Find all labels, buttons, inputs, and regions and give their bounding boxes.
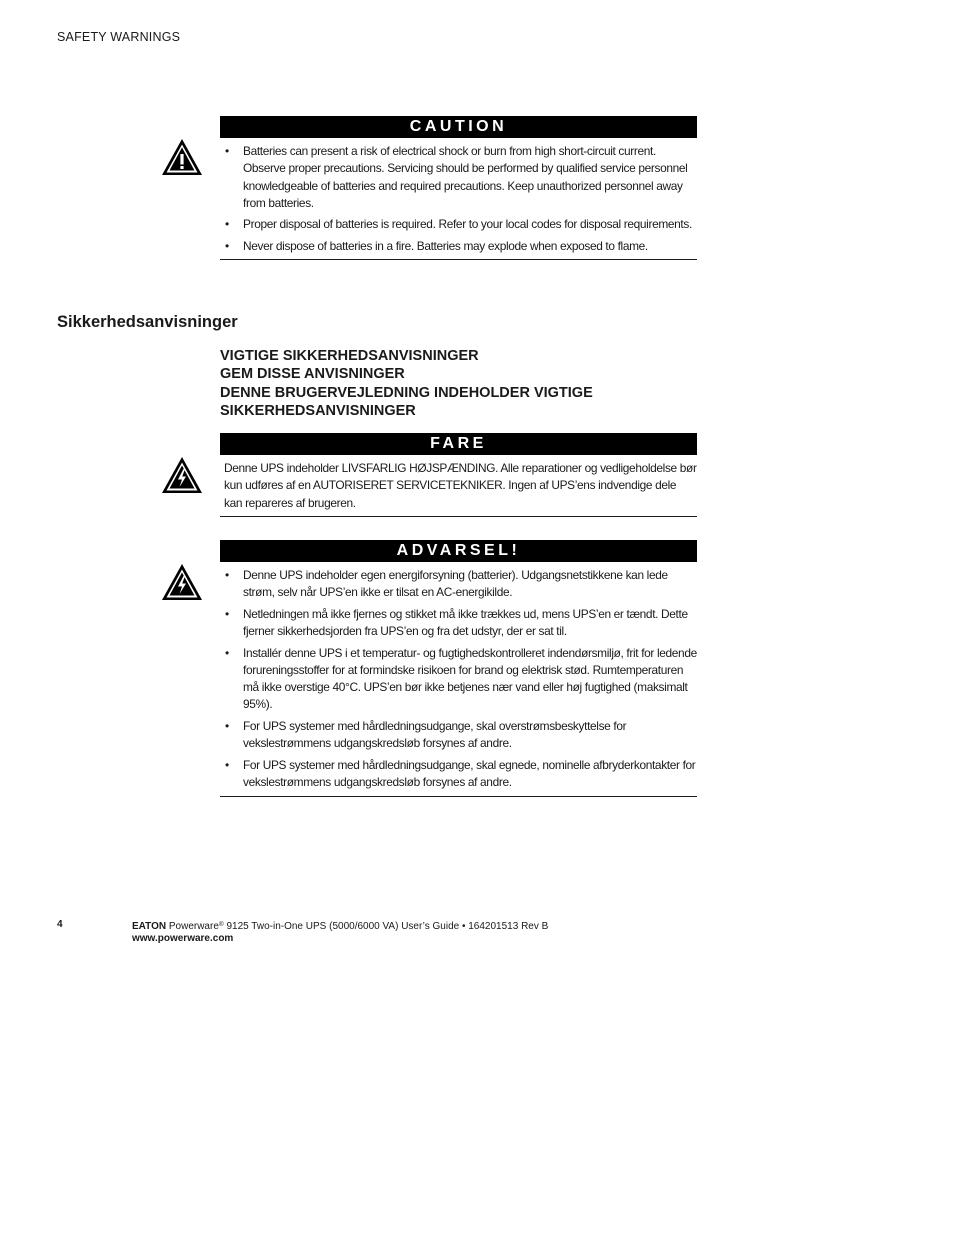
list-item: • For UPS systemer med hårdledningsudgange, skal overstrømsbeskyttelse for vekslestrømmens udgangskredsløb forsynes af andre. — [220, 718, 697, 753]
high-voltage-icon — [160, 455, 204, 495]
advarsel-block — [220, 540, 697, 797]
page-number: 4 — [57, 919, 63, 930]
important-line: DENNE BRUGERVEJLEDNING INDEHOLDER VIGTIGE — [220, 384, 593, 401]
running-head: SAFETY WARNINGS — [57, 30, 181, 44]
registered-mark: ® — [218, 921, 224, 928]
advarsel-banner: ADVARSEL! — [220, 540, 697, 562]
footer — [132, 919, 548, 945]
fare-text: Denne UPS indeholder LIVSFARLIG HØJSPÆNDING. Alle reparationer og vedligeholdelse bør kun udføres af en AUTORISERET SERVICETEKNIKER. Ingen af UPS’ens indvendige dele kan repareres af brugeren. — [220, 455, 697, 517]
important-line: SIKKERHEDSANVISNINGER — [220, 402, 416, 419]
list-item: • Batteries can present a risk of electrical shock or burn from high short-circuit current. Observe proper precautions. Servicing should be performed by qualified service personnel knowledgeable of batteries and required precautions. Keep unauthorized personnel away from batteries. — [220, 143, 697, 212]
footer-title — [132, 919, 548, 933]
footer-product: Powerware — [168, 921, 219, 932]
caution-warning-icon — [160, 137, 204, 177]
advarsel-body — [220, 562, 697, 797]
footer-brand: EATON — [132, 921, 167, 932]
caution-banner: CAUTION — [220, 116, 697, 138]
caution-block — [220, 116, 697, 260]
fare-block — [220, 433, 697, 517]
fare-banner: FARE — [220, 433, 697, 455]
important-notice — [220, 347, 690, 420]
section-title: Sikkerhedsanvisninger — [57, 313, 238, 331]
list-item: • Netledningen må ikke fjernes og stikket må ikke trækkes ud, mens UPS’en er tændt. Dette fjerner sikkerhedsjorden fra UPS’en og fra det udstyr, der er sat til. — [220, 606, 697, 641]
important-line: GEM DISSE ANVISNINGER — [220, 366, 405, 383]
high-voltage-icon — [160, 562, 204, 602]
list-item: • Denne UPS indeholder egen energiforsyning (batterier). Udgangsnetstikkene kan lede strøm, selv når UPS’en ikke er tilsat en AC-energikilde. — [220, 567, 697, 602]
footer-doc-info: 9125 Two-in-One UPS (5000/6000 VA) User’s Guide • 164201513 Rev B — [223, 921, 549, 932]
important-line: VIGTIGE SIKKERHEDSANVISNINGER — [220, 348, 479, 364]
footer-url: www.powerware.com — [132, 933, 234, 944]
list-item: • Proper disposal of batteries is required. Refer to your local codes for disposal requirements. — [220, 216, 697, 233]
list-item: • Installér denne UPS i et temperatur- og fugtighedskontrolleret indendørsmiljø, frit for ledende forureningsstoffer for at formindske risikoen for brand og elektrisk stød. Rumtemperaturen må ikke overstige 40°C. UPS’en bør ikke betjenes nær vand eller høj fugtighed (maksimalt 95%). — [220, 645, 697, 714]
list-item: • Never dispose of batteries in a fire. Batteries may explode when exposed to flame. — [220, 238, 697, 255]
list-item: • For UPS systemer med hårdledningsudgange, skal egnede, nominelle afbryderkontakter for vekslestrømmens udgangskredsløb forsynes af andre. — [220, 757, 697, 792]
caution-body — [220, 138, 697, 260]
